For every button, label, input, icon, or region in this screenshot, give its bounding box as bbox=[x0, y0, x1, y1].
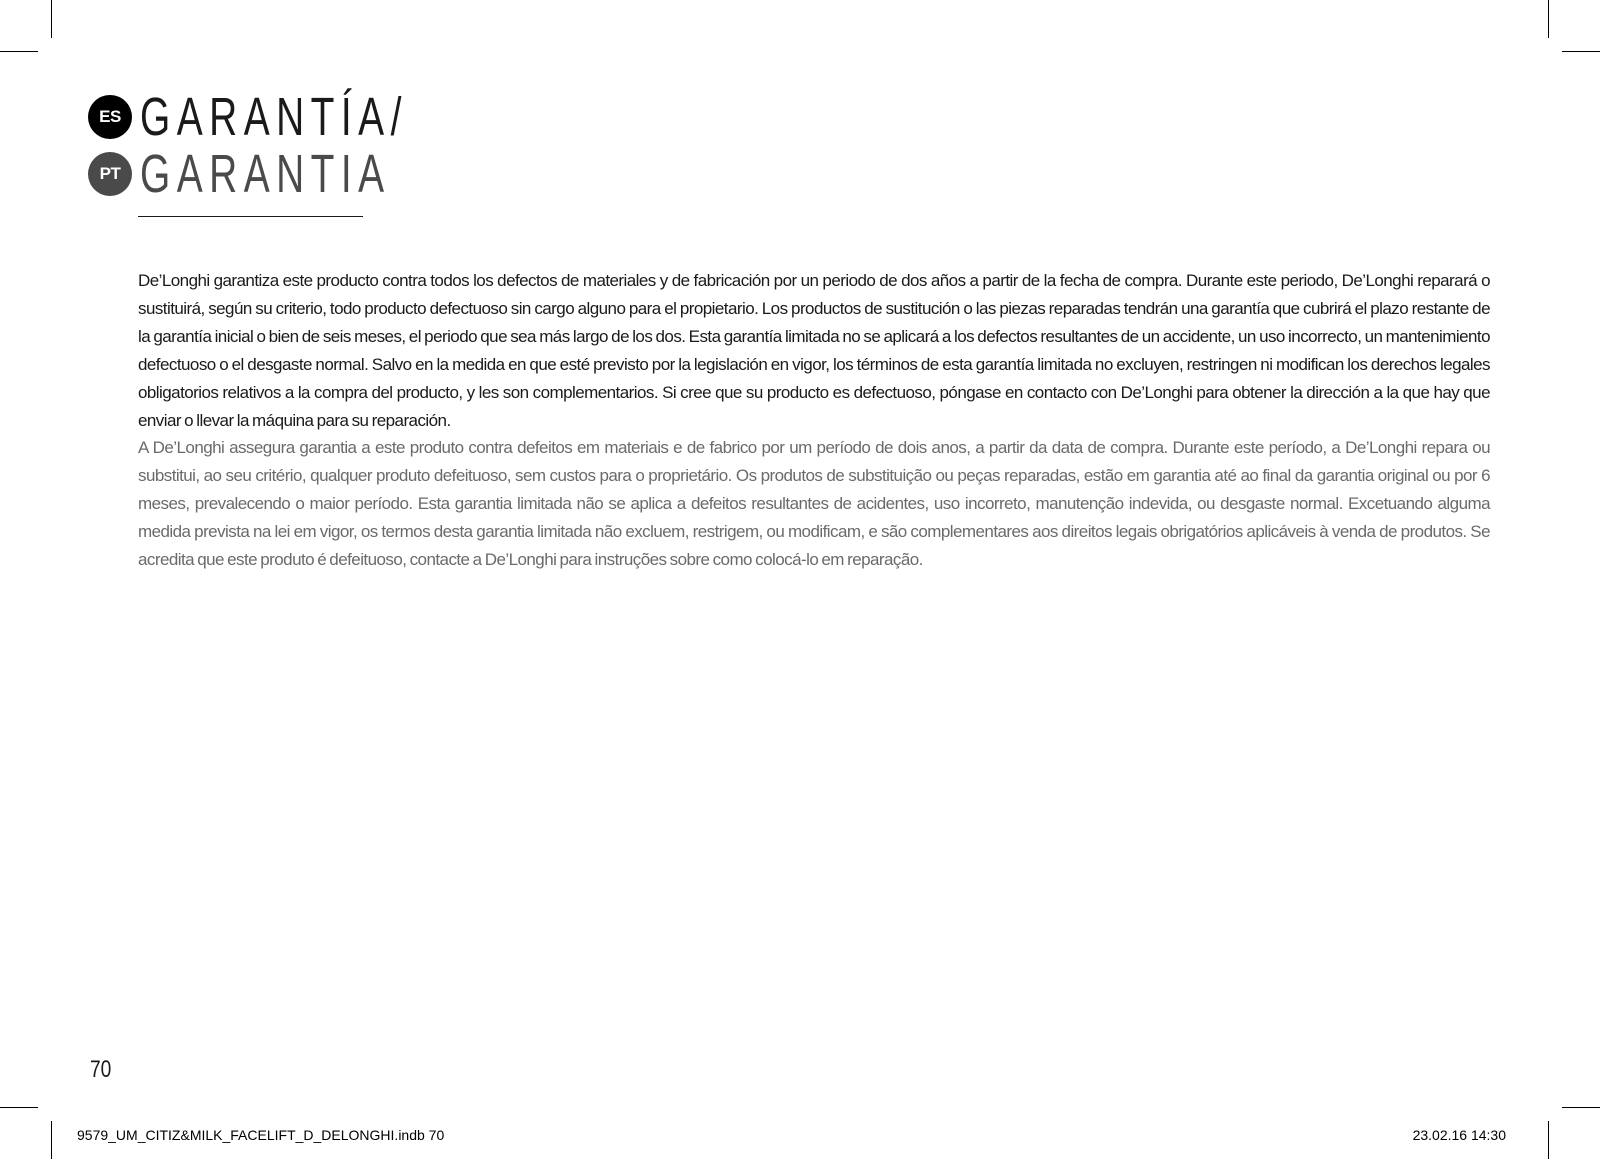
warranty-text-es: De’Longhi garantiza este producto contra todos los defectos de materiales y de fabricación por un periodo de dos años a partir de la fecha de compra. Durante este periodo, De’Longhi reparará o sustituirá, según su criterio, todo producto defectuoso sin cargo alguno para el propietario. Los productos de sustitución o las piezas reparadas tendrán una garantía que cubrirá el plazo restante de la garantía inicial o bien de seis meses, el periodo que sea más largo de los dos. Esta garantía limitada no se aplicará a los defectos resultantes de un accidente, un uso incorrecto, un mantenimiento defectuoso o el desgaste normal. Salvo en la medida en que esté previsto por la legislación en vigor, los términos de esta garantía limitada no excluyen, restringen ni modifican los derechos legales obligatorios relativos a la compra del producto, y les son complementarios. Si cree que su producto es defectuoso, póngase en contacto con De’Longhi para obtener la dirección a la que hay que enviar o llevar la máquina para su reparación. bbox=[138, 271, 1490, 430]
warranty-text-pt: A De’Longhi assegura garantia a este produto contra defeitos em materiais e de fabrico por um período de dois anos, a partir da data de compra. Durante este período, a De’Longhi repara ou substitui, ao seu critério, qualquer produto defeituoso, sem custos para o proprietário. Os produtos de substituição ou peças reparadas, estão em garantia até ao final da garantia original ou por 6 meses, prevalecendo o maior período. Esta garantia limitada não se aplica a defeitos resultantes de acidentes, uso incorreto, manutenção indevida, ou desgaste normal. Excetuando alguma medida prevista na lei em vigor, os termos desta garantia limitada não excluem, restrigem, ou modificam, e são complementares aos direitos legais obrigatórios aplicáveis à venda de produtos. Se acredita que este produto é defeituoso, contacte a De’Longhi para instruções sobre como colocá-lo em reparação. bbox=[138, 438, 1490, 569]
page-title-pt: GARANTIA bbox=[140, 144, 391, 204]
crop-mark-bottom-right-vertical bbox=[1548, 1121, 1549, 1159]
page-number: 70 bbox=[90, 1056, 112, 1083]
page-title-es: GARANTÍA/ bbox=[140, 87, 408, 147]
language-badge-pt: PT bbox=[88, 152, 132, 196]
title-underline bbox=[138, 216, 363, 217]
print-slug-date: 23.02.16 14:30 bbox=[1412, 1127, 1506, 1143]
crop-mark-bottom-left-horizontal bbox=[0, 1107, 38, 1108]
crop-mark-top-left-vertical bbox=[51, 0, 52, 38]
language-badge-es: ES bbox=[88, 95, 132, 139]
crop-mark-bottom-left-vertical bbox=[51, 1121, 52, 1159]
heading-pt bbox=[88, 144, 488, 204]
crop-mark-top-right-vertical bbox=[1548, 0, 1549, 38]
crop-mark-bottom-right-horizontal bbox=[1562, 1107, 1600, 1108]
crop-mark-top-right-horizontal bbox=[1562, 51, 1600, 52]
print-slug-file: 9579_UM_CITIZ&MILK_FACELIFT_D_DELONGHI.indb 70 bbox=[77, 1127, 445, 1143]
crop-mark-top-left-horizontal bbox=[0, 51, 38, 52]
heading-es bbox=[88, 87, 512, 147]
